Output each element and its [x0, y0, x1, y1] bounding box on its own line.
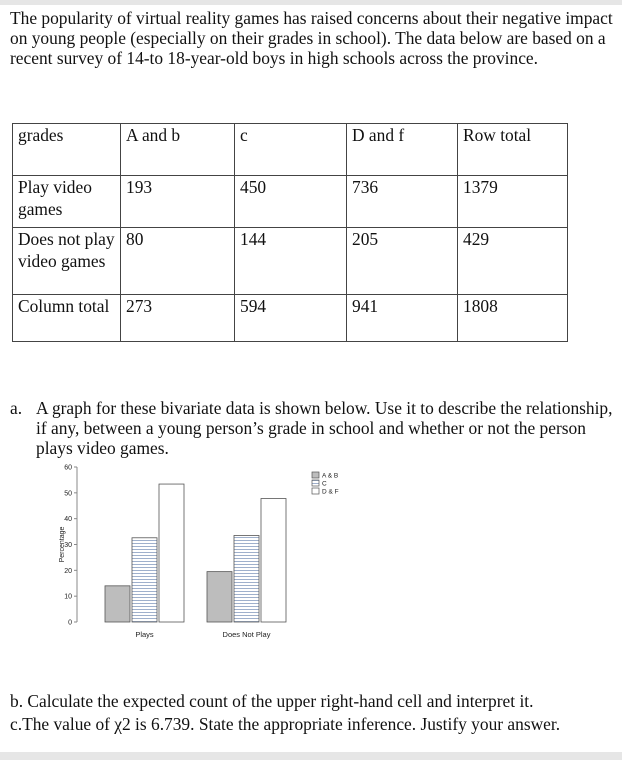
- header-cell: c: [235, 124, 347, 176]
- survey-table: [12, 123, 568, 342]
- y-tick-label: 40: [64, 516, 72, 524]
- table-cell: 736: [347, 176, 458, 228]
- table-row: [13, 295, 568, 342]
- table-header-row: [13, 124, 568, 176]
- legend-swatch: [312, 472, 319, 478]
- bar-chart: [50, 455, 380, 650]
- y-tick-label: 30: [64, 542, 72, 549]
- legend-label: A & B: [322, 472, 339, 480]
- header-cell: Row total: [458, 124, 568, 176]
- table-cell: 80: [121, 228, 235, 295]
- y-tick-label: 60: [64, 464, 72, 472]
- table-cell: 144: [235, 228, 347, 295]
- bar: [105, 586, 130, 622]
- row-label: Does not play video games: [13, 228, 121, 295]
- x-tick-label: Does Not Play: [222, 630, 271, 639]
- legend-swatch: [312, 480, 319, 486]
- bar: [207, 572, 232, 622]
- legend-label: C: [322, 480, 327, 488]
- table-cell: 273: [121, 295, 235, 342]
- question-c: c.The value of χ2 is 6.739. State the appropriate inference. Justify your answer.: [10, 714, 561, 734]
- table-cell: 429: [458, 228, 568, 295]
- table-cell: 205: [347, 228, 458, 295]
- bottom-bar: [0, 752, 622, 760]
- table-row: [13, 176, 568, 228]
- bar: [234, 535, 259, 622]
- bar: [261, 499, 286, 622]
- row-label: Column total: [13, 295, 121, 342]
- table-cell: 450: [235, 176, 347, 228]
- table-cell: 941: [347, 295, 458, 342]
- table-cell: 594: [235, 295, 347, 342]
- bar: [132, 538, 157, 622]
- x-tick-label: Plays: [135, 630, 154, 639]
- table-cell: 1379: [458, 176, 568, 228]
- top-bar: [0, 0, 622, 5]
- bar: [159, 484, 184, 622]
- question-a: [10, 398, 618, 458]
- y-tick-label: 20: [64, 567, 72, 575]
- header-cell: D and f: [347, 124, 458, 176]
- y-tick-label: 50: [64, 490, 72, 498]
- table-cell: 1808: [458, 295, 568, 342]
- y-axis-label: Percentage: [59, 526, 66, 563]
- intro-paragraph: The popularity of virtual reality games has raised concerns about their negative impact on young people (especially on their grades in school). The data below are based on a recent survey of 14-to 18-year-old boys in high schools across the province.: [10, 8, 613, 68]
- question-b: b. Calculate the expected count of the upper right-hand cell and interpret it.: [10, 691, 534, 711]
- question-a-text: A graph for these bivariate data is shown below. Use it to describe the relationship, if any, between a young person’s grade in school and whether or not the person plays video games.: [36, 398, 613, 458]
- legend-swatch: [312, 488, 319, 494]
- table-row: [13, 228, 568, 295]
- header-cell: A and b: [121, 124, 235, 176]
- table-cell: 193: [121, 176, 235, 228]
- legend-label: D & F: [322, 488, 339, 496]
- header-cell: grades: [13, 124, 121, 176]
- row-label: Play video games: [13, 176, 121, 228]
- y-tick-label: 10: [64, 593, 72, 601]
- y-tick-label: 0: [68, 619, 72, 627]
- question-a-label: a.: [10, 398, 23, 418]
